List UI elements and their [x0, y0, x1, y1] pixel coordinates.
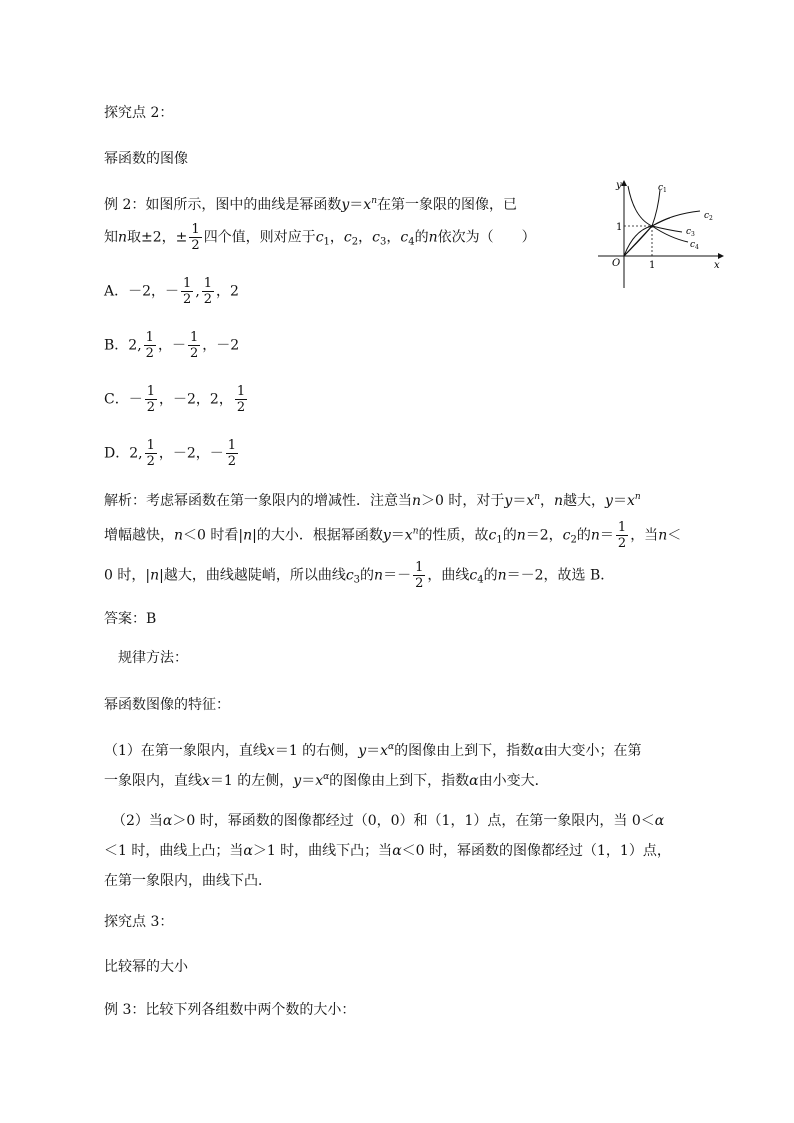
x-axis-arrow: [718, 253, 724, 259]
section2-label: 探究点 2：: [104, 105, 174, 121]
feature2-line2: ＜1 时，曲线上凸；当α＞1 时，曲线下凸；当α＜0 时，幂函数的图像都经过（1，1）点，: [104, 843, 671, 859]
feature2-line1: （2）当α＞0 时，幂函数的图像都经过（0，0）和（1，1）点，在第一象限内，当 0＜α: [112, 813, 665, 829]
analysis-line2: 增幅越快，n＜0 时看|n|的大小．根据幂函数$y=x^n$的性质，故$c_1$的n＝2，$c_2$的n＝ $\frac{1}{2}$ ，当n＜: [104, 520, 682, 551]
option-a: A．－2，－ $\frac{1}{2}$ , $\frac{1}{2}$ ，2: [104, 276, 239, 307]
curve-line: [624, 226, 652, 256]
curve-c4: [624, 218, 688, 256]
c3-label: $c_3$: [686, 227, 695, 238]
feature2-line3: 在第一象限内，曲线下凸．: [104, 873, 272, 889]
method-label: 规律方法：: [118, 650, 188, 666]
feature1-line2: 一象限内，直线x＝1 的左侧，$y=x^\alpha$的图像由上到下，指数α由小变大．: [104, 772, 549, 789]
curve-c3: [628, 186, 682, 232]
fraction-half: $\frac{1}{2}$: [191, 222, 200, 253]
example2-line1: 例 2：如图所示，图中的曲线是幂函数$y=x^n$在第一象限的图像，已: [104, 196, 517, 213]
c4-label: $c_4$: [690, 240, 699, 251]
option-d: D．2, $\frac{1}{2}$ ，－2，－ $\frac{1}{2}$: [104, 438, 237, 469]
analysis-line3: 0 时，|n|越大，曲线越陡峭，所以曲线$c_3$的n＝－ $\frac{1}{2}$ ，曲线$c_4$的n＝－2，故选 B．: [104, 560, 615, 591]
x-axis-label: x: [714, 260, 720, 271]
example2-line2: 知n取±2，± $\frac{1}{2}$ 四个值，则对应于$c_1$，$c_2$，$c_3$，$c_4$的n依次为（ ）: [104, 222, 536, 253]
y-axis-arrow: [621, 180, 627, 186]
features-title: 幂函数图像的特征：: [104, 697, 230, 713]
feature1-line1: （1）在第一象限内，直线x＝1 的右侧，$y=x^\alpha$的图像由上到下，指数α由大变小；在第: [104, 742, 642, 759]
option-b: B．2, $\frac{1}{2}$ ，－ $\frac{1}{2}$ ，－2: [104, 330, 240, 361]
origin-label: O: [612, 258, 621, 269]
c2-label: $c_2$: [704, 211, 713, 222]
option-c: C．－ $\frac{1}{2}$ ，－2，2， $\frac{1}{2}$: [104, 384, 246, 415]
section3-label: 探究点 3：: [104, 914, 174, 930]
example3-intro: 例 3：比较下列各组数中两个数的大小：: [104, 1002, 356, 1018]
section2-topic: 幂函数的图像: [104, 151, 188, 167]
tick-y-label: 1: [616, 222, 623, 233]
answer: 答案：B: [104, 611, 157, 627]
c1-label: $c_1$: [658, 183, 667, 194]
tick-x-label: 1: [649, 260, 656, 271]
section3-topic: 比较幂的大小: [104, 959, 188, 975]
power-function-graph: [594, 178, 730, 290]
y-axis-label: y: [616, 180, 622, 191]
curve-c1: [652, 190, 660, 226]
analysis-line1: 解析：考虑幂函数在第一象限内的增减性．注意当n＞0 时，对于$y=x^n$，n越大，$y=x^n$: [104, 492, 641, 509]
